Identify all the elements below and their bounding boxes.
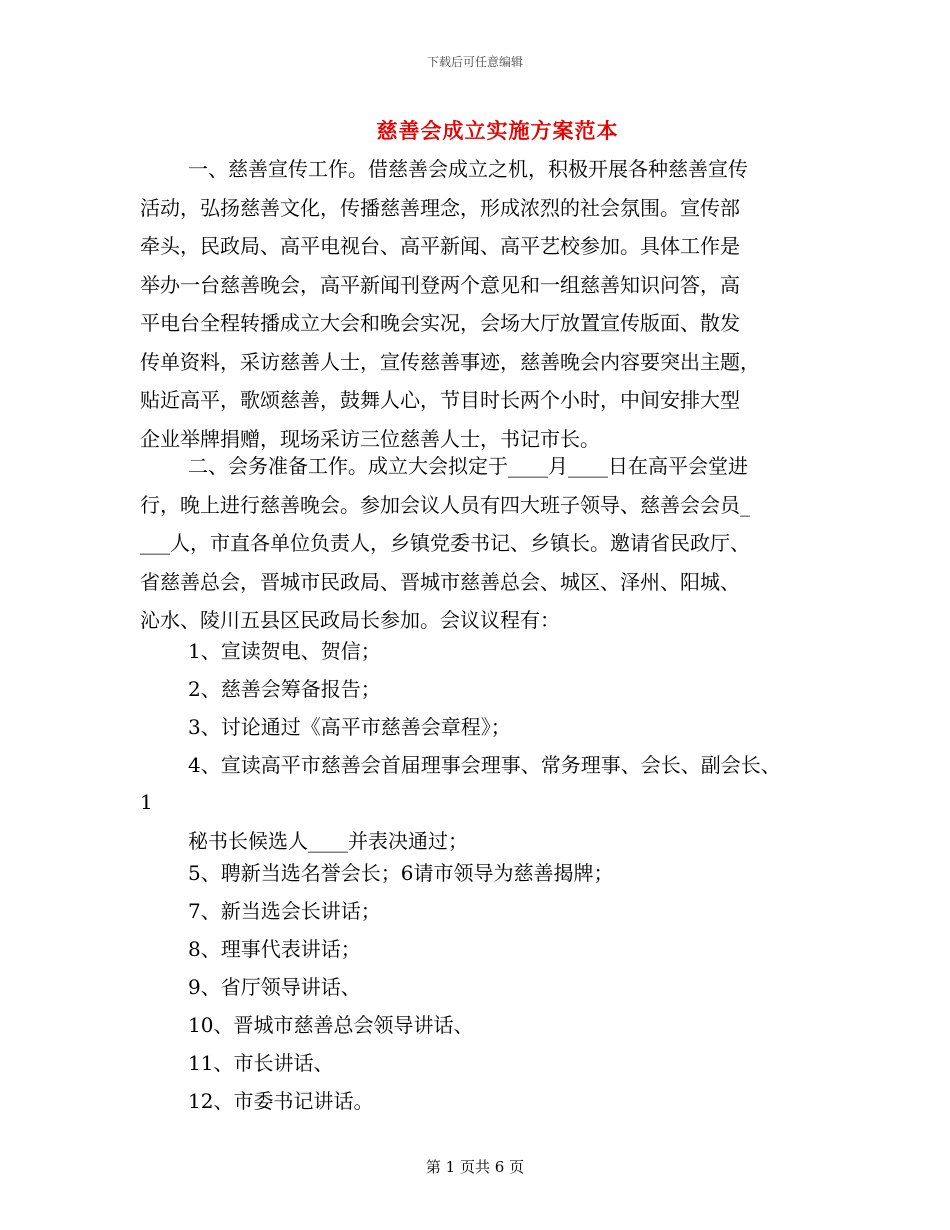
section-1-line: 贴近高平，歌颂慈善，鼓舞人心，节目时长两个小时，中间安排大型 <box>140 388 740 412</box>
agenda-continuation: 秘书长候选人____并表决通过； <box>188 829 468 853</box>
page-marker: 1 <box>140 790 153 814</box>
page-footer: 第 1 页共 6 页 <box>425 1158 525 1176</box>
header-note: 下载后可任意编辑 <box>426 55 523 69</box>
section-2-paragraph <box>140 447 812 640</box>
section-1-paragraph <box>140 150 812 458</box>
section-1-line: 企业举牌捐赠，现场采访三位慈善人士，书记市长。 <box>140 426 600 451</box>
section-2-line: 行，晚上进行慈善晚会。参加会议人员有四大班子领导、慈善会会员_ <box>140 492 750 517</box>
section-1-line: 一、慈善宣传工作。借慈善会成立之机，积极开展各种慈善宣传 <box>188 157 748 181</box>
section-1-line: 平电台全程转播成立大会和晚会实况，会场大厅放置宣传版面、散发 <box>140 311 740 335</box>
section-1-line: 传单资料，采访慈善人士，宣传慈善事迹，慈善晚会内容要突出主题， <box>140 349 760 374</box>
agenda-item: 3、讨论通过《高平市慈善会章程》； <box>188 715 511 739</box>
section-1-line: 牵头，民政局、高平电视台、高平新闻、高平艺校参加。具体工作是 <box>140 234 740 258</box>
section-1-line: 举办一台慈善晚会，高平新闻刊登两个意见和一组慈善知识问答，高 <box>140 272 740 297</box>
agenda-item: 8、理事代表讲话； <box>188 937 361 961</box>
section-2-line: ___人，市直各单位负责人，乡镇党委书记、乡镇长。邀请省民政厅、 <box>140 531 750 555</box>
section-1-line: 活动，弘扬慈善文化，传播慈善理念，形成浓烈的社会氛围。宣传部 <box>140 195 740 220</box>
section-2-line: 省慈善总会，晋城市民政局、晋城市慈善总会、城区、泽州、阳城、 <box>140 569 740 594</box>
agenda-item: 4、宣读高平市慈善会首届理事会理事、常务理事、会长、副会长、 <box>188 753 781 777</box>
agenda-list-part-2 <box>188 854 613 1120</box>
agenda-item: 11、市长讲话、 <box>188 1051 334 1075</box>
agenda-item: 12、市委书记讲话。 <box>188 1089 374 1113</box>
agenda-item: 9、省厅领导讲话、 <box>188 975 361 999</box>
agenda-item: 7、新当选会长讲话； <box>188 899 381 923</box>
agenda-item: 2、慈善会筹备报告； <box>188 677 381 701</box>
document-title: 慈善会成立实施方案范本 <box>376 118 619 143</box>
agenda-item: 5、聘新当选名誉会长；6请市领导为慈善揭牌； <box>188 861 614 885</box>
agenda-item: 1、宣读贺电、贺信； <box>188 639 381 663</box>
agenda-list-part-1 <box>188 632 781 784</box>
agenda-item: 10、晋城市慈善总会领导讲话、 <box>188 1013 474 1037</box>
section-2-line: 沁水、陵川五县区民政局长参加。会议议程有： <box>140 608 560 632</box>
section-2-line: 二、会务准备工作。成立大会拟定于____月____日在高平会堂进 <box>188 454 748 478</box>
